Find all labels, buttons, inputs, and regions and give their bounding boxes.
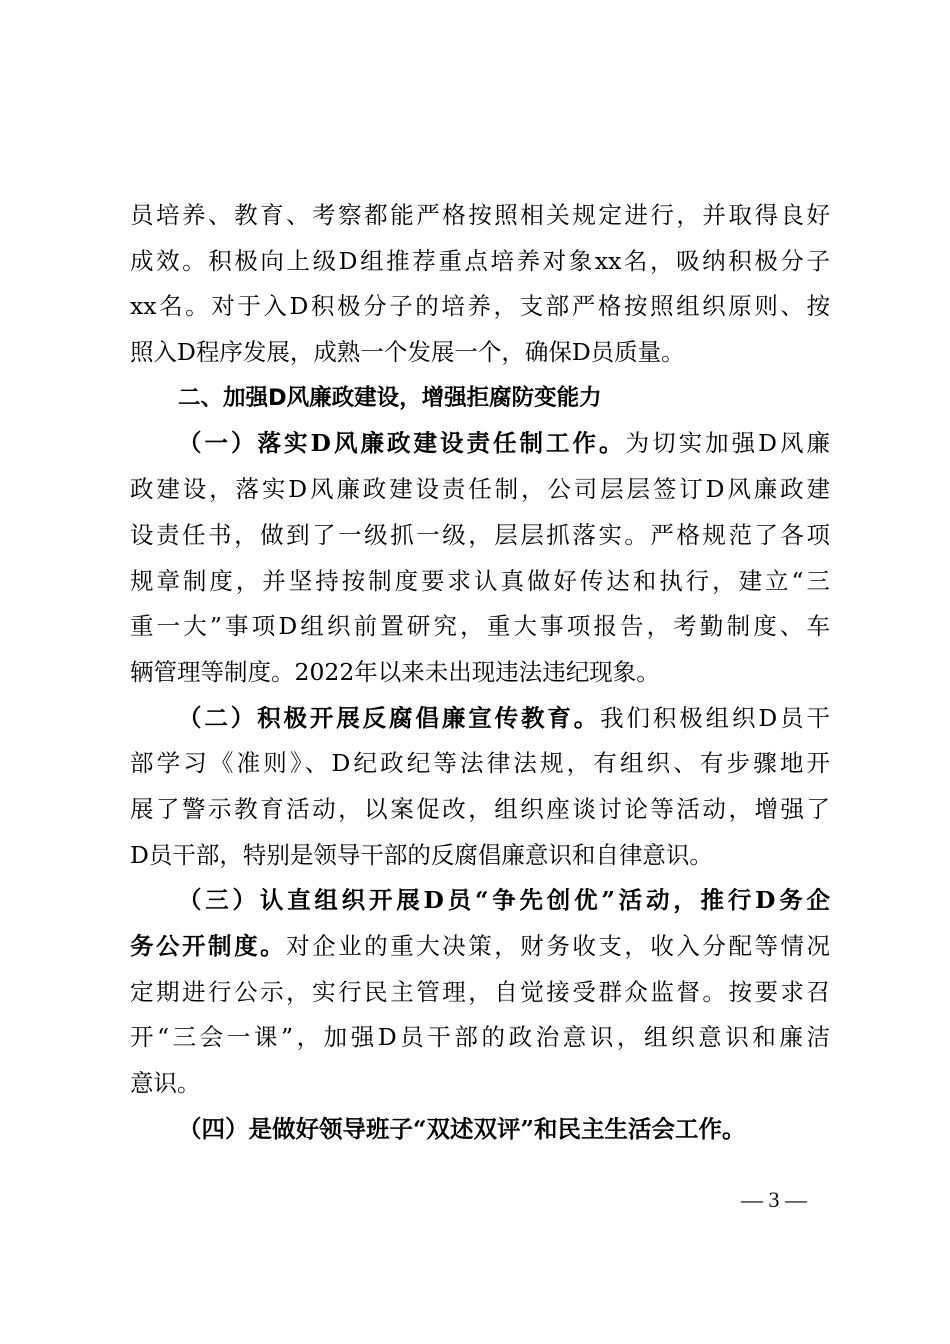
paragraph-line: D员干部，特别是领导干部的反腐倡廉意识和自律意识。 [130, 840, 713, 869]
paragraph-line: 照入D程序发展，成熟一个发展一个，确保D员质量。 [130, 338, 685, 367]
paragraph-text: 为切实加强D风廉 [625, 429, 830, 458]
subsection-title: （二）积极开展反腐倡廉宣传教育。 [178, 703, 601, 732]
paragraph-line: 成效。积极向上级D组推荐重点培养对象xx名，吸纳积极分子 [130, 246, 830, 275]
paragraph-line: 辆管理等制度。2022年以来未出现违法违纪现象。 [130, 657, 660, 686]
paragraph-text: 我们积极组织D员干 [600, 703, 831, 732]
subsection-title: （一）落实D风廉政建设责任制工作。 [178, 429, 626, 458]
paragraph-line [130, 696, 830, 742]
document-body [130, 193, 830, 1152]
paragraph-line: 部学习《准则》、D纪政纪等法律法规，有组织、有步骤地开 [130, 749, 830, 778]
paragraph-line: xx名。对于入D积极分子的培养，支部严格按照组织原则、按 [130, 292, 830, 321]
paragraph-line: 展了警示教育活动，以案促改，组织座谈讨论等活动，增强了 [130, 794, 830, 823]
subsection-title: （四）是做好领导班子“双述双评”和民主生活会工作。 [178, 1114, 746, 1143]
paragraph-line: 重一大”事项D组织前置研究，重大事项报告，考勤制度、车 [130, 612, 830, 641]
paragraph-line [130, 421, 830, 467]
paragraph-line: 意识。 [130, 1069, 201, 1098]
section-heading: 二、加强D风廉政建设，增强拒腐防变能力 [178, 384, 602, 411]
paragraph-text: 对企业的重大决策，财务收支，收入分配等情况 [286, 932, 831, 960]
page-number: — 3 — [741, 1187, 807, 1212]
paragraph-line: 定期进行公示，实行民主管理，自觉接受群众监督。按要求召 [130, 977, 830, 1006]
paragraph-line: 员培养、教育、考察都能严格按照相关规定进行，并取得良好 [130, 201, 830, 229]
subsection-title: （三）认直组织开展D员“争先创优”活动，推行D务企 [178, 886, 830, 915]
paragraph-line: 规章制度，并坚持按制度要求认真做好传达和执行，建立“三 [130, 566, 830, 595]
paragraph-line: 政建设，落实D风廉政建设责任制，公司层层签订D风廉政建 [130, 475, 830, 504]
paragraph-line: 设责任书，做到了一级抓一级，层层抓落实。严格规范了各项 [130, 520, 830, 549]
subsection-title-end: 务公开制度。 [130, 932, 287, 960]
paragraph-line [130, 924, 830, 970]
paragraph-line: 开“三会一课”，加强D员干部的政治意识，组织意识和廉洁 [130, 1023, 830, 1052]
